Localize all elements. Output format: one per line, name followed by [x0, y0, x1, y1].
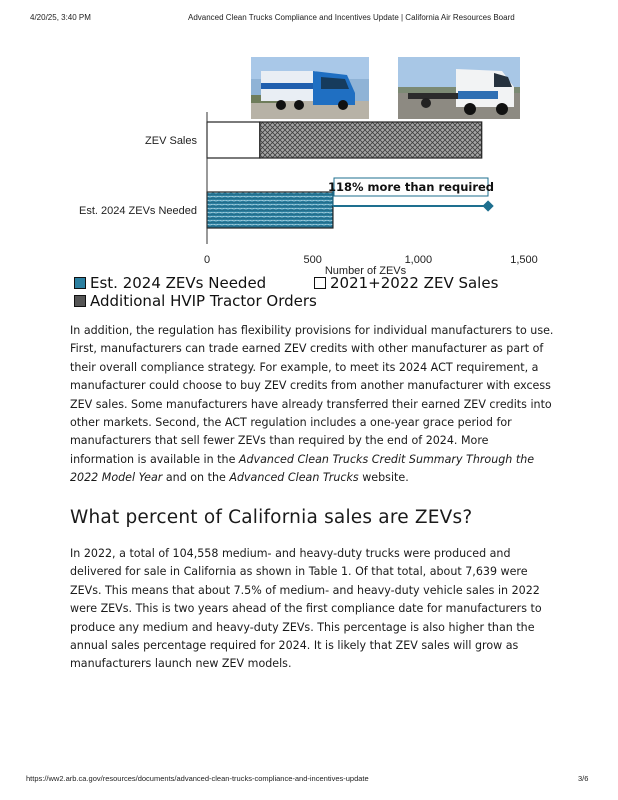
legend-swatch-hatch: [74, 295, 86, 307]
chart-bar-segment: [207, 122, 260, 158]
legend-item-est-2024: [74, 274, 266, 292]
legend-item-hvip: [74, 292, 317, 310]
legend-label: Additional HVIP Tractor Orders: [90, 292, 317, 310]
chart-x-tick-label: 0: [203, 254, 211, 266]
legend-swatch-teal: [74, 277, 86, 289]
chart-bar-segment: [207, 192, 333, 228]
section-heading: What percent of California sales are ZEVs?: [70, 507, 473, 528]
zev-bar-chart: [0, 0, 618, 320]
paragraph-zev-percent: In 2022, a total of 104,558 medium- and heavy-duty trucks were produced and delivered for sale in California as shown in Table 1. Of that total, about 7,639 were ZEVs. This means that about 7.5% of medium- and heavy-duty vehicle sales in 2022 were ZEVs. This is two years ahead of the first compliance date for manufacturers to produce any medium and heavy-duty ZEVs. This percentage is also higher than the annual sales percentage required for 2024. It is likely that ZEV sales will grow as manufacturers launch new ZEV models.: [70, 547, 542, 671]
legend-label: Est. 2024 ZEVs Needed: [90, 274, 267, 292]
chart-category-label: ZEV Sales: [145, 135, 197, 147]
chart-category-label: Est. 2024 ZEVs Needed: [78, 205, 197, 217]
page-number: 3/6: [578, 774, 589, 783]
chart-x-tick-label: 500: [303, 254, 322, 266]
chart-x-tick-label: 1,500: [510, 254, 538, 266]
act-website-link[interactable]: Advanced Clean Trucks: [229, 471, 359, 485]
paragraph-flexibility: In addition, the regulation has flexibility provisions for individual manufacturers to use. First, manufacturers can trade earned ZEV credits with other manufacturer as part of their overall compliance strategy. For example, to meet its 2024 ACT requirement, a manufacturer could choose to buy ZEV credits from another manufacturer with excess ZEV sales. Some manufacturers have already transferred their earned ZEV credits into other markets. Second, the ACT regulation includes a one-year grace period for manufacturers that sell fewer ZEVs than required by the end of 2024. More information is available in the Advanced Clean Trucks Credit Summary Through the 2022 Model Year and on the Advanced Clean Trucks website.: [70, 324, 554, 485]
chart-annotation-text: 118% more than required: [327, 180, 495, 194]
credit-summary-link[interactable]: Advanced Clean Trucks Credit Summary Through the 2022 Model Year: [70, 452, 535, 485]
legend-item-zev-sales: [314, 274, 498, 292]
chart-x-tick-label: 1,000: [404, 254, 433, 266]
chart-x-axis-label: Number of ZEVs: [324, 265, 407, 277]
page-url: https://ww2.arb.ca.gov/resources/documents/advanced-clean-trucks-compliance-and-incentives-update: [26, 774, 369, 783]
legend-swatch-white: [314, 277, 326, 289]
chart-bar-segment: [260, 122, 482, 158]
legend-label: 2021+2022 ZEV Sales: [330, 274, 499, 292]
print-date: 4/20/25, 3:40 PM: [30, 13, 91, 22]
print-title: Advanced Clean Trucks Compliance and Incentives Update | California Air Resources Board: [188, 13, 515, 22]
chart-annotation-marker: [482, 200, 493, 211]
